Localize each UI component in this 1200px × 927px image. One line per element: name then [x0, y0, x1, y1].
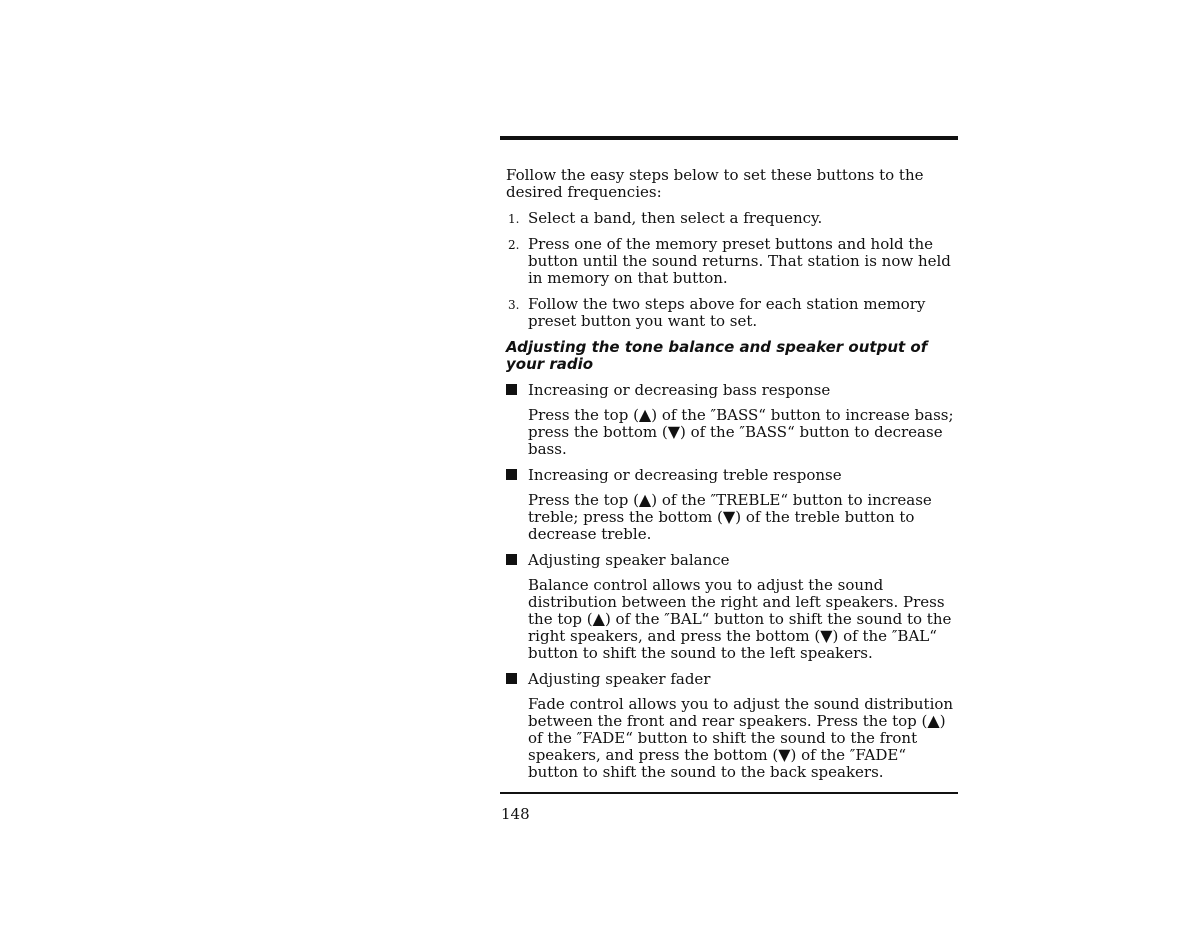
desc-text: Press the top ( [528, 491, 639, 509]
step-item [506, 296, 958, 330]
desc-text: ) of the ″BAL“ button to shift the sound to the left speakers. [528, 627, 937, 662]
step-text: Follow the two steps above for each station memory preset button you want to set. [528, 295, 926, 330]
up-arrow-icon: ▲ [638, 490, 652, 509]
desc-text: Fade control allows you to adjust the sound distribution between the front and rear speakers. Press the top ( [528, 695, 954, 730]
step-text: Press one of the memory preset buttons and hold the button until the sound returns. That station is now held in memory on that button. [528, 235, 951, 287]
bullet-label: Adjusting speaker balance [528, 551, 730, 569]
down-arrow-icon: ▼ [820, 626, 833, 645]
bullet-label: Adjusting speaker fader [528, 670, 711, 688]
up-arrow-icon: ▲ [638, 405, 652, 424]
step-item [506, 210, 958, 227]
desc-text: ) of the ″FADE“ button to shift the sound to the front speakers, and press the bottom ( [528, 712, 946, 764]
bullet-label: Increasing or decreasing treble response [528, 466, 842, 484]
page-number: 148 [501, 805, 530, 823]
up-arrow-icon: ▲ [592, 609, 605, 628]
desc-text: ) of the ″BAL“ button to shift the sound to the right speakers, and press the bottom ( [528, 610, 952, 645]
fader-description [506, 696, 958, 781]
bullet-label: Increasing or decreasing bass response [528, 381, 831, 399]
bullet-item-balance [506, 552, 958, 569]
up-arrow-icon: ▲ [927, 711, 940, 730]
step-text: Select a band, then select a frequency. [528, 209, 823, 227]
top-rule [500, 136, 958, 140]
section-heading: Adjusting the tone balance and speaker output of your radio [506, 338, 928, 373]
step-number: 1. [508, 212, 520, 226]
page-content [506, 167, 958, 790]
bullet-item-bass [506, 382, 958, 399]
down-arrow-icon: ▼ [778, 745, 791, 764]
bullet-item-treble [506, 467, 958, 484]
step-item [506, 236, 958, 287]
down-arrow-icon: ▼ [667, 422, 681, 441]
desc-text: ) of the treble button to decrease treble. [528, 508, 915, 543]
desc-text: ) of the ″BASS“ button to increase bass; press the bottom ( [528, 406, 954, 441]
treble-description [506, 492, 958, 543]
desc-text: Press the top ( [528, 406, 639, 424]
bullet-item-fader [506, 671, 958, 688]
desc-text: ) of the ″TREBLE“ button to increase treble; press the bottom ( [528, 491, 932, 526]
desc-text: Balance control allows you to adjust the sound distribution between the right and left speakers. Press the top ( [528, 576, 945, 628]
down-arrow-icon: ▼ [722, 507, 736, 526]
intro-paragraph: Follow the easy steps below to set these buttons to the desired frequencies: [506, 166, 924, 201]
desc-text: ) of the ″BASS“ button to decrease bass. [528, 423, 943, 458]
step-number: 3. [508, 298, 520, 312]
bottom-rule [500, 792, 958, 794]
step-number: 2. [508, 238, 520, 252]
bullet-square-icon [506, 384, 517, 395]
bullet-square-icon [506, 554, 517, 565]
balance-description [506, 577, 958, 662]
desc-text: ) of the ″FADE“ button to shift the sound to the back speakers. [528, 746, 906, 781]
bass-description [506, 407, 958, 458]
steps-list [506, 210, 958, 330]
bullet-square-icon [506, 469, 517, 480]
bullet-square-icon [506, 673, 517, 684]
